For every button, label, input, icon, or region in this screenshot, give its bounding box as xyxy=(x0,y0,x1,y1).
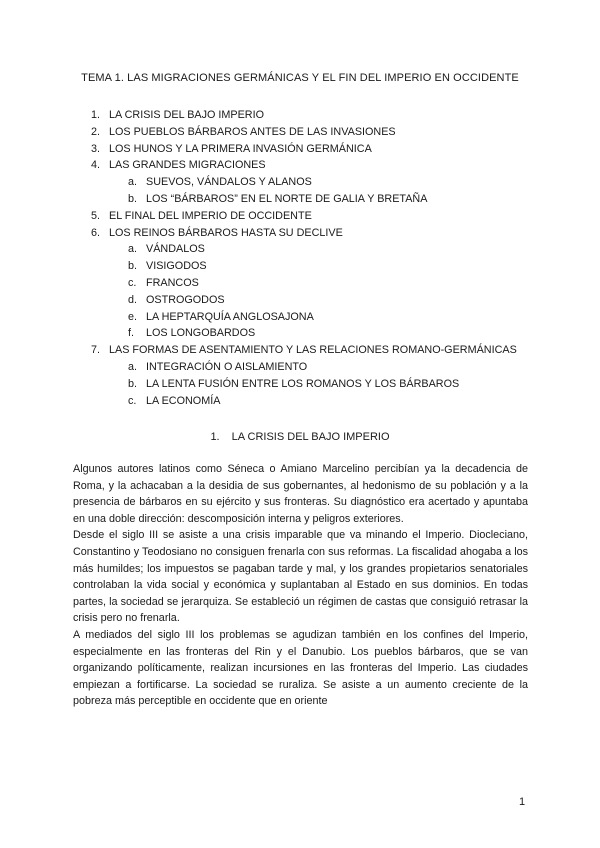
toc-item-2 xyxy=(91,124,396,140)
toc-subitem-letter: d. xyxy=(128,293,138,306)
toc-subitem-6f xyxy=(128,325,255,341)
toc-subitem-4a xyxy=(128,174,312,190)
toc-item-label: LOS HUNOS Y LA PRIMERA INVASIÓN GERMÁNICA xyxy=(109,142,372,155)
toc-subitem-letter: c. xyxy=(128,394,137,407)
toc-subitem-label: VÁNDALOS xyxy=(146,243,205,256)
toc-subitem-letter: f. xyxy=(128,327,134,340)
toc-subitem-7c xyxy=(128,393,220,409)
toc-subitem-label: VISIGODOS xyxy=(146,260,207,273)
toc-item-label: LAS GRANDES MIGRACIONES xyxy=(109,159,266,172)
toc-subitem-letter: b. xyxy=(128,260,138,273)
section-heading xyxy=(0,431,600,443)
toc-item-3 xyxy=(91,141,372,157)
toc-item-number: 2. xyxy=(91,125,101,138)
toc-subitem-6b xyxy=(128,258,207,274)
toc-item-number: 3. xyxy=(91,142,101,155)
toc-item-label: LAS FORMAS DE ASENTAMIENTO Y LAS RELACIONES ROMANO-GERMÁNICAS xyxy=(109,344,517,357)
toc-subitem-letter: e. xyxy=(128,310,138,323)
toc-subitem-letter: b. xyxy=(128,193,138,205)
toc-subitem-4b xyxy=(128,191,427,207)
toc-subitem-6e xyxy=(128,309,314,325)
toc-subitem-label: FRANCOS xyxy=(146,277,199,289)
page-number: 1 xyxy=(519,796,526,808)
toc-subitem-label: OSTROGODOS xyxy=(146,293,225,306)
paragraph: Desde el siglo III se asiste a una crisis imparable que va minando el Imperio. Diocleciano, Constantino y Teodosiano no consiguen frenarla con sus reformas. La fiscalidad ahogaba a los más humildes; los impuestos se pagaban tarde y mal, y los grandes propietarios senatoriales controlaban la vida social y económica y suplantaban al Estado en sus dominios. En todas partes, la sociedad se jerarquiza. Se estableció un régimen de castas que consiguió retrasar la crisis pero no frenarla. xyxy=(73,529,528,625)
toc-subitem-label: LA HEPTARQUÍA ANGLOSAJONA xyxy=(146,310,314,323)
toc-item-label: EL FINAL DEL IMPERIO DE OCCIDENTE xyxy=(109,209,312,222)
toc-subitem-letter: c. xyxy=(128,277,137,289)
toc-subitem-letter: a. xyxy=(128,176,138,189)
toc-subitem-label: LOS “BÁRBAROS” EN EL NORTE DE GALIA Y BRETAÑA xyxy=(146,193,428,205)
toc-subitem-6d xyxy=(128,292,225,308)
document-title: TEMA 1. LAS MIGRACIONES GERMÁNICAS Y EL FIN DEL IMPERIO EN OCCIDENTE xyxy=(81,72,519,84)
paragraph: Algunos autores latinos como Séneca o Amiano Marcelino percibían ya la decadencia de Roma, y la achacaban a la desidia de sus gobernantes, al hedonismo de su población y a la presencia de bárbaros en su ejército y sus fronteras. Su diagnóstico era acertado y apuntaba en una doble dirección: descomposición interna y peligros exteriores. xyxy=(73,463,528,525)
toc-item-label: LOS REINOS BÁRBAROS HASTA SU DECLIVE xyxy=(109,226,343,239)
toc-item-number: 7. xyxy=(91,344,101,357)
toc-subitem-letter: a. xyxy=(128,243,138,256)
section-number: 1. xyxy=(210,431,220,443)
body-text xyxy=(73,461,528,710)
toc-item-1 xyxy=(91,107,264,123)
toc-subitem-label: LA ECONOMÍA xyxy=(146,394,221,407)
toc-subitem-letter: b. xyxy=(128,377,138,390)
toc-subitem-6a xyxy=(128,241,205,257)
toc-subitem-7a xyxy=(128,359,307,375)
toc-item-4 xyxy=(91,157,266,173)
toc-subitem-label: SUEVOS, VÁNDALOS Y ALANOS xyxy=(146,176,312,189)
toc-item-7 xyxy=(91,342,517,358)
toc-subitem-6c xyxy=(128,275,199,291)
paragraph: A mediados del siglo III los problemas se agudizan también en los confines del Imperio, especialmente en las fronteras del Rin y el Danubio. Los pueblos bárbaros, que se van organizando políticamente, realizan incursiones en las fronteras del Imperio. Las ciudades empiezan a fortificarse. La sociedad se ruraliza. Se asiste a un aumento creciente de la pobreza más perceptible en occidente que en oriente xyxy=(73,628,528,708)
toc-subitem-label: INTEGRACIÓN O AISLAMIENTO xyxy=(146,361,308,373)
toc-item-label: LOS PUEBLOS BÁRBAROS ANTES DE LAS INVASIONES xyxy=(109,125,396,138)
toc-subitem-label: LA LENTA FUSIÓN ENTRE LOS ROMANOS Y LOS BÁRBAROS xyxy=(146,377,460,390)
toc-subitem-label: LOS LONGOBARDOS xyxy=(146,327,256,340)
toc-item-number: 6. xyxy=(91,226,101,239)
toc-item-number: 4. xyxy=(91,159,101,172)
toc-item-6 xyxy=(91,225,343,241)
toc-item-label: LA CRISIS DEL BAJO IMPERIO xyxy=(109,109,264,121)
toc-item-number: 5. xyxy=(91,209,101,222)
toc-item-5 xyxy=(91,208,312,224)
toc-subitem-letter: a. xyxy=(128,361,138,373)
toc-item-number: 1. xyxy=(91,109,101,121)
toc-subitem-7b xyxy=(128,376,459,392)
section-title: LA CRISIS DEL BAJO IMPERIO xyxy=(231,431,390,443)
